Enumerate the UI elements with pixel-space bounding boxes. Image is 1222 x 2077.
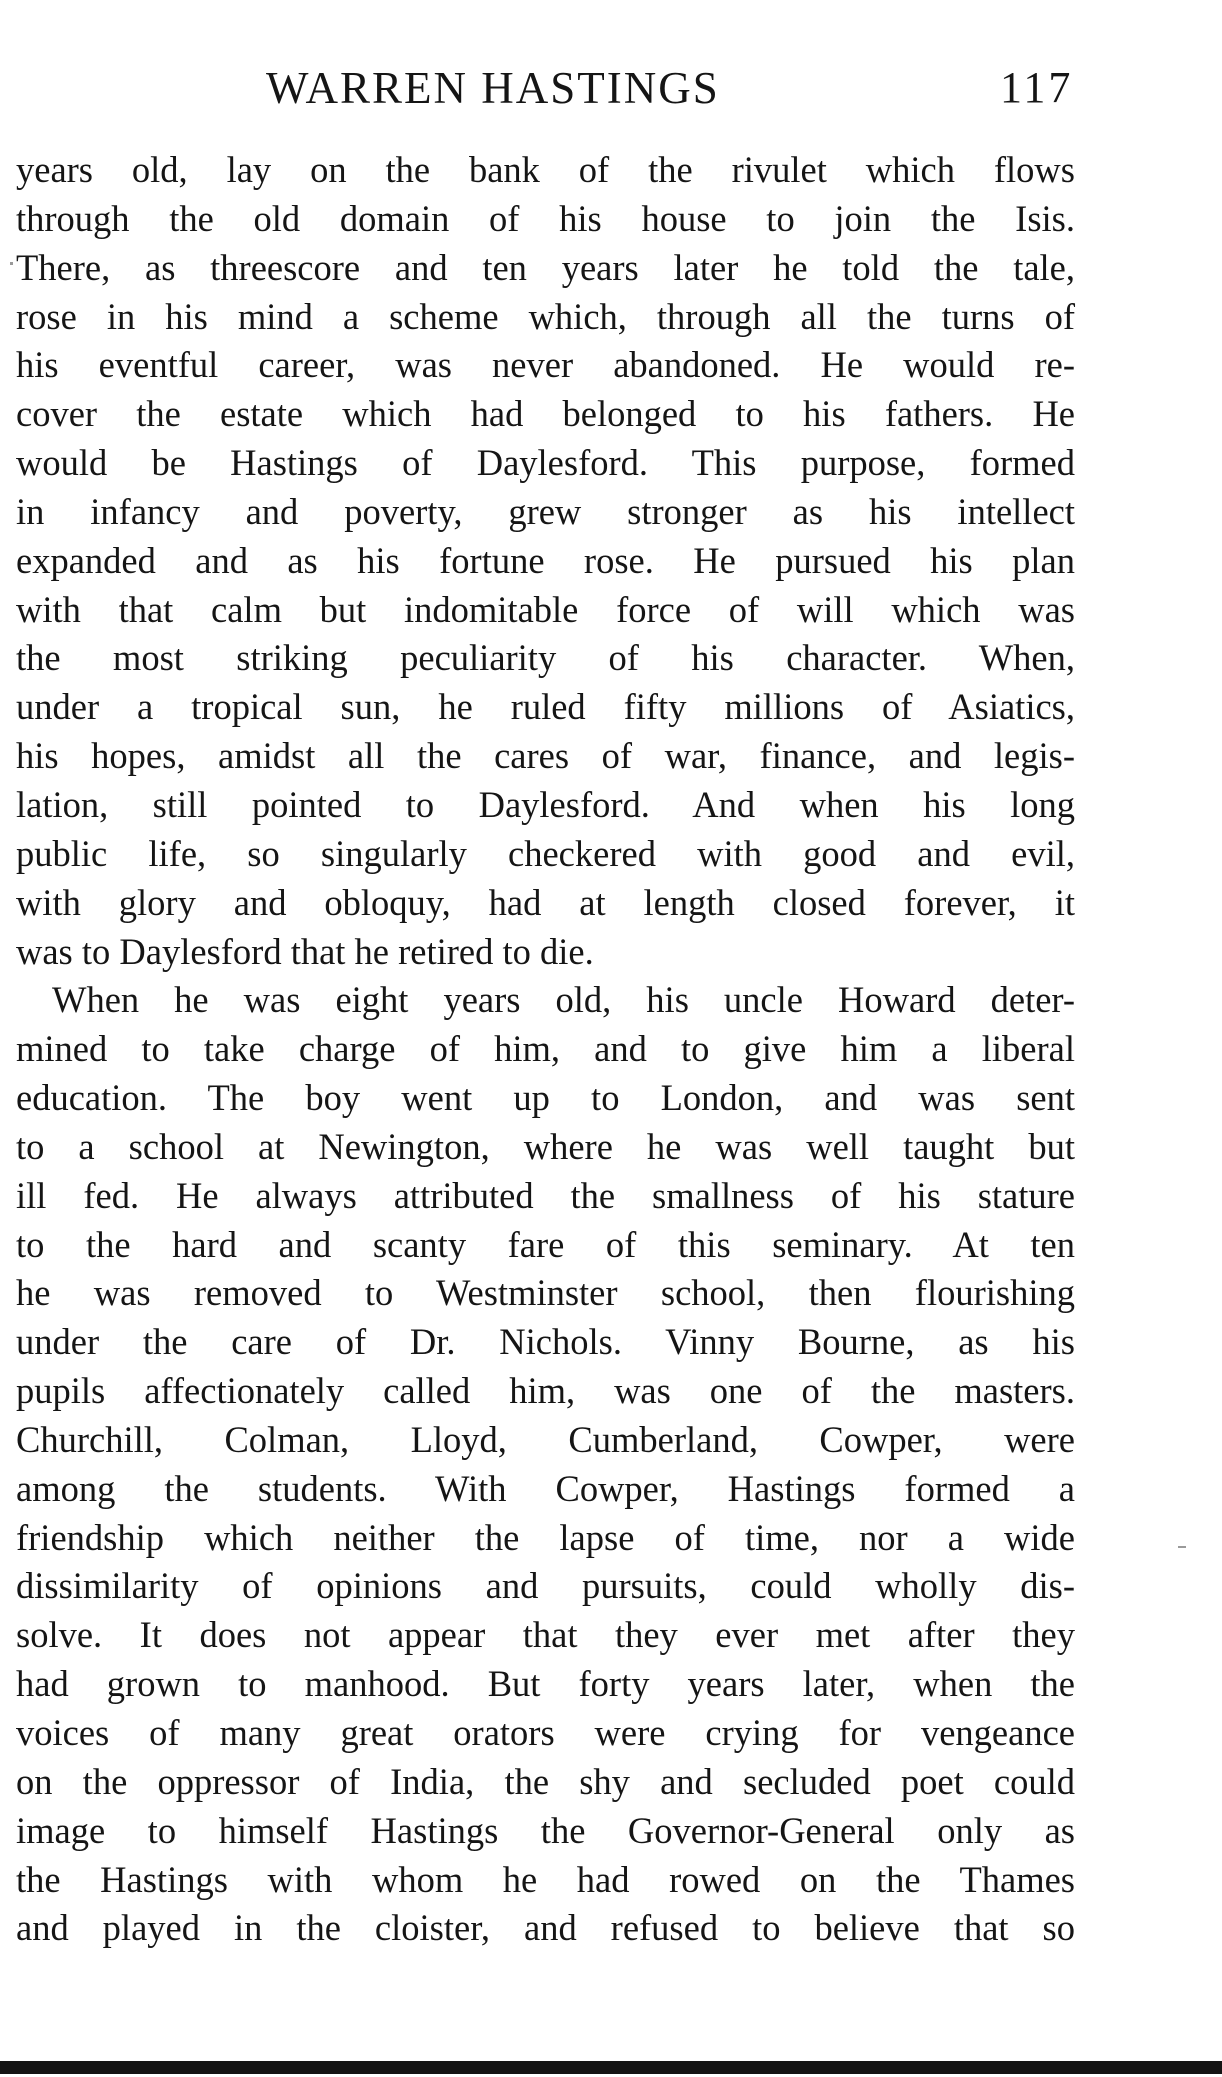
scan-speck	[1178, 1546, 1186, 1548]
text-line: education. The boy went up to London, and was sent	[16, 1077, 1075, 1119]
text-line: with glory and obloquy, had at length closed forever, it	[16, 881, 1075, 923]
text-line: the Hastings with whom he had rowed on the Thames	[16, 1858, 1075, 1900]
text-line: expanded and as his fortune rose. He pursued his plan	[16, 539, 1075, 581]
scan-speck	[10, 262, 13, 265]
text-line: on the oppressor of India, the shy and secluded poet could	[16, 1760, 1075, 1802]
text-line: Churchill, Colman, Lloyd, Cumberland, Cowper, were	[16, 1418, 1075, 1460]
text-line: mined to take charge of him, and to give him a liberal	[16, 1028, 1075, 1070]
page-header	[0, 52, 1222, 122]
text-line: the most striking peculiarity of his character. When,	[16, 637, 1075, 679]
page-number: 117	[1000, 63, 1074, 112]
text-line: years old, lay on the bank of the rivulet which flows	[16, 149, 1075, 190]
text-line: had grown to manhood. But forty years later, when the	[16, 1663, 1075, 1705]
text-line: with that calm but indomitable force of will which was	[16, 588, 1075, 630]
text-line: rose in his mind a scheme which, through all the turns of	[16, 295, 1075, 337]
text-line: under the care of Dr. Nichols. Vinny Bourne, as his	[16, 1321, 1075, 1363]
text-line: public life, so singularly checkered with good and evil,	[16, 832, 1075, 874]
text-line: cover the estate which had belonged to his fathers. He	[16, 393, 1075, 435]
text-line: under a tropical sun, he ruled fifty millions of Asiatics,	[16, 686, 1075, 728]
text-line: ill fed. He always attributed the smallness of his stature	[16, 1174, 1075, 1216]
text-line: in infancy and poverty, grew stronger as his intellect	[16, 490, 1075, 532]
text-line: friendship which neither the lapse of time, nor a wide	[16, 1516, 1075, 1558]
text-line: lation, still pointed to Daylesford. And when his long	[16, 783, 1075, 825]
text-line: through the old domain of his house to join the Isis.	[16, 197, 1075, 239]
text-line: dissimilarity of opinions and pursuits, could wholly dis-	[16, 1565, 1075, 1607]
text-line: his hopes, amidst all the cares of war, finance, and legis-	[16, 735, 1075, 777]
running-title: WARREN HASTINGS	[266, 63, 720, 113]
text-line: his eventful career, was never abandoned. He would re-	[16, 344, 1075, 386]
text-line: to a school at Newington, where he was well taught but	[16, 1125, 1075, 1167]
text-line: would be Hastings of Daylesford. This purpose, formed	[16, 442, 1075, 484]
body-text	[16, 146, 1075, 1953]
scan-edge-rule	[0, 2061, 1222, 2074]
text-line: solve. It does not appear that they ever met after they	[16, 1614, 1075, 1656]
text-line: When he was eight years old, his uncle Howard deter-	[52, 979, 1075, 1021]
text-line: was to Daylesford that he retired to die.	[16, 930, 594, 972]
text-line: and played in the cloister, and refused to believe that so	[16, 1907, 1075, 1949]
text-line: to the hard and scanty fare of this seminary. At ten	[16, 1223, 1075, 1265]
text-line: image to himself Hastings the Governor-General only as	[16, 1809, 1075, 1851]
text-line: he was removed to Westminster school, then flourishing	[16, 1272, 1075, 1314]
text-line: There, as threescore and ten years later he told the tale,	[16, 246, 1075, 288]
text-line: voices of many great orators were crying for vengeance	[16, 1712, 1075, 1753]
text-line: pupils affectionately called him, was one of the masters.	[16, 1370, 1075, 1412]
text-line: among the students. With Cowper, Hastings formed a	[16, 1467, 1075, 1509]
